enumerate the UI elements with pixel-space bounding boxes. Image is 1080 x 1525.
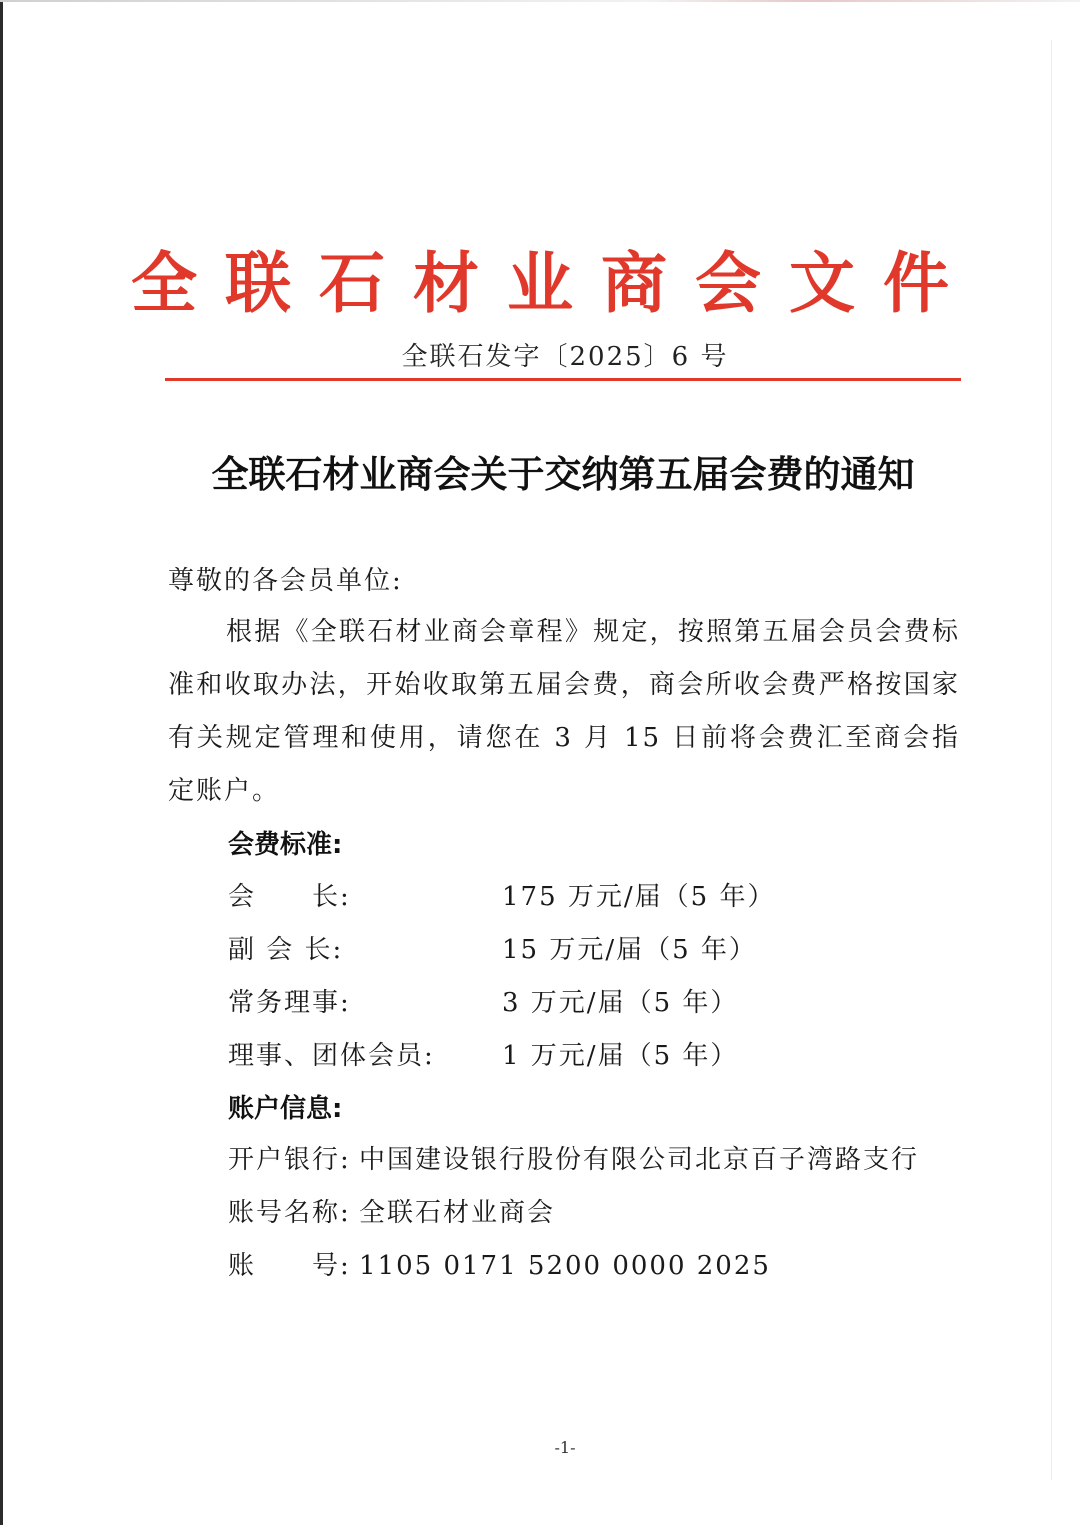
account-info-heading: 账户信息: [228, 1094, 343, 1124]
fee-row-president [228, 876, 928, 916]
account-bank-row [228, 1139, 968, 1176]
salutation: 尊敬的各会员单位: [168, 566, 403, 596]
account-number-row [228, 1245, 968, 1282]
fee-role: 常务理事: [228, 988, 351, 1018]
fee-standard-heading: 会费标准: [228, 830, 343, 860]
red-divider-rule [165, 378, 961, 381]
fee-role: 会 长: [228, 882, 351, 912]
fee-row-standing-director [228, 982, 928, 1022]
fee-amount: 3 万元/届（5 年） [502, 988, 739, 1018]
fee-amount: 1 万元/届（5 年） [502, 1041, 739, 1071]
account-name-row [228, 1192, 968, 1229]
account-number-label: 账 号: [228, 1251, 351, 1281]
scan-left-edge [0, 0, 3, 1525]
account-number-value: 1105 0171 5200 0000 2025 [359, 1251, 771, 1281]
fee-row-vice-president [228, 929, 928, 969]
body-paragraph: 根据《全联石材业商会章程》规定，按照第五届会员会费标准和收取办法，开始收取第五届会费，商会所收会费严格按国家有关规定管理和使用，请您在 3 月 15 日前将会费汇至商会指定账户。 [168, 617, 960, 806]
fee-amount: 175 万元/届（5 年） [502, 882, 776, 912]
fee-role: 理事、团体会员: [228, 1041, 435, 1071]
fee-row-director-member [228, 1035, 928, 1075]
account-bank-label: 开户银行: [228, 1145, 351, 1175]
document-title: 全联石材业商会关于交纳第五届会费的通知 [211, 452, 915, 496]
account-name-label: 账号名称: [228, 1198, 351, 1228]
account-bank-value: 中国建设银行股份有限公司北京百子湾路支行 [359, 1145, 920, 1175]
fee-amount: 15 万元/届（5 年） [502, 935, 757, 965]
fee-role: 副 会 长: [228, 935, 344, 965]
document-number: 全联石发字〔2025〕6 号 [401, 342, 729, 372]
account-name-value: 全联石材业商会 [359, 1198, 556, 1228]
page-number: -1- [554, 1438, 576, 1457]
scan-top-edge [0, 0, 1080, 2]
org-document-header: 全联石材业商会文件 [131, 245, 977, 322]
